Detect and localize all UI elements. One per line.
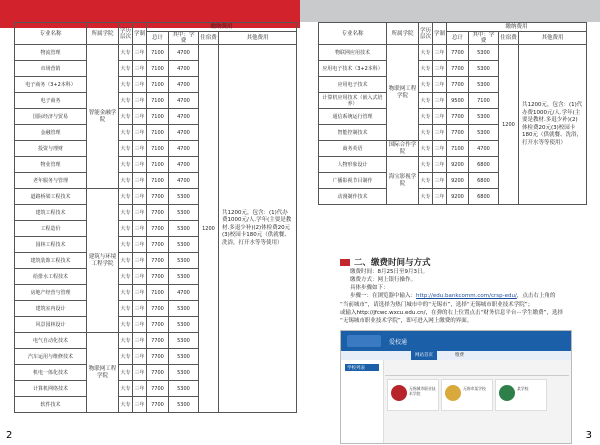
level-cell: 大专 xyxy=(119,141,133,157)
payment-time: 缴费时间：8月25日至9月3日。 xyxy=(350,269,428,275)
bankcomm-link[interactable]: http://edu.bankcomm.com/crsp-edu/ xyxy=(416,293,517,299)
level-cell: 大专 xyxy=(419,45,433,61)
header-lodging: 住宿费 xyxy=(499,32,519,45)
step-one: 步骤一：在浏览器中输入：http://edu.bankcomm.com/crsp-edu/，点击右上角的 xyxy=(350,293,556,299)
major-cell: 软件技术 xyxy=(15,397,87,413)
level-cell: 大专 xyxy=(119,365,133,381)
duration-cell: 三年 xyxy=(433,141,447,157)
college-cell: 物联网工程学院 xyxy=(387,45,419,141)
major-cell: 物业管理 xyxy=(15,157,87,173)
tuition-cell: 4700 xyxy=(469,141,499,157)
major-cell: 国际经济与贸易 xyxy=(15,109,87,125)
major-cell: 老年服务与管理 xyxy=(15,173,87,189)
header-lodging: 住宿费 xyxy=(199,32,219,45)
level-cell: 大专 xyxy=(119,349,133,365)
site-divider xyxy=(385,375,569,376)
table-row xyxy=(319,45,587,61)
duration-cell: 三年 xyxy=(133,253,147,269)
major-cell: 计算机网络技术 xyxy=(15,381,87,397)
header-college: 所属学院 xyxy=(87,23,119,45)
major-cell: 风景园林设计 xyxy=(15,317,87,333)
header-fees: 缴纳费用 xyxy=(147,23,297,32)
major-cell: 智能控制技术 xyxy=(319,125,387,141)
tuition-cell: 5300 xyxy=(169,189,199,205)
level-cell: 大专 xyxy=(119,317,133,333)
tuition-cell: 5300 xyxy=(169,381,199,397)
header-duration: 学制 xyxy=(133,23,147,45)
school-badge-icon xyxy=(499,385,515,401)
level-cell: 大专 xyxy=(119,45,133,61)
page-number-left: 2 xyxy=(6,430,13,441)
level-cell: 大专 xyxy=(119,125,133,141)
tuition-cell: 4700 xyxy=(169,93,199,109)
total-cell: 7100 xyxy=(147,125,169,141)
duration-cell: 三年 xyxy=(433,189,447,205)
duration-cell: 三年 xyxy=(133,237,147,253)
school-card[interactable]: 某学校 xyxy=(495,379,547,411)
duration-cell: 三年 xyxy=(133,269,147,285)
major-cell: 机电一体化技术 xyxy=(15,365,87,381)
tuition-cell: 5300 xyxy=(469,77,499,93)
duration-cell: 三年 xyxy=(433,125,447,141)
level-cell: 大专 xyxy=(119,205,133,221)
level-cell: 大专 xyxy=(119,93,133,109)
level-cell: 大专 xyxy=(119,285,133,301)
tuition-cell: 4700 xyxy=(169,173,199,189)
duration-cell: 三年 xyxy=(133,109,147,125)
steps-heading: 具体步骤如下： xyxy=(350,285,389,291)
major-cell: 电子商务（3+2本科） xyxy=(15,77,87,93)
total-cell: 7100 xyxy=(147,77,169,93)
level-cell: 大专 xyxy=(419,173,433,189)
tuition-cell: 4700 xyxy=(169,109,199,125)
total-cell: 9200 xyxy=(447,157,469,173)
level-cell: 大专 xyxy=(419,93,433,109)
major-cell: 电子商务 xyxy=(15,93,87,109)
site-sidebar xyxy=(341,360,384,443)
tuition-cell: 5300 xyxy=(169,397,199,413)
header-major: 专业名称 xyxy=(319,23,387,45)
total-cell: 7700 xyxy=(147,237,169,253)
major-cell: 应用电子技术（3+2本科） xyxy=(319,61,387,77)
level-cell: 大专 xyxy=(119,301,133,317)
duration-cell: 三年 xyxy=(433,61,447,77)
major-cell: 电气自动化技术 xyxy=(15,333,87,349)
total-cell: 7700 xyxy=(147,349,169,365)
major-cell: 人物形象设计 xyxy=(319,157,387,173)
tuition-cell: 5300 xyxy=(469,125,499,141)
total-cell: 7100 xyxy=(147,157,169,173)
duration-cell: 三年 xyxy=(133,141,147,157)
tuition-cell: 5300 xyxy=(169,333,199,349)
total-cell: 7700 xyxy=(447,125,469,141)
tuition-cell: 4700 xyxy=(169,61,199,77)
total-cell: 7700 xyxy=(147,301,169,317)
tuition-cell: 5300 xyxy=(169,221,199,237)
lodging-cell: 1200 xyxy=(199,45,219,413)
total-cell: 7700 xyxy=(147,205,169,221)
duration-cell: 三年 xyxy=(433,93,447,109)
tuition-cell: 4700 xyxy=(169,157,199,173)
header-other: 其他费用 xyxy=(519,32,587,45)
header-total: 总计 xyxy=(447,32,469,45)
duration-cell: 三年 xyxy=(433,157,447,173)
duration-cell: 三年 xyxy=(133,125,147,141)
total-cell: 7700 xyxy=(147,189,169,205)
major-cell: 计算机应用技术（嵌入式培养） xyxy=(319,93,387,109)
level-cell: 大专 xyxy=(119,157,133,173)
tuition-cell: 6800 xyxy=(469,157,499,173)
level-cell: 大专 xyxy=(119,61,133,77)
level-cell: 大专 xyxy=(119,109,133,125)
total-cell: 7700 xyxy=(147,253,169,269)
level-cell: 大专 xyxy=(119,77,133,93)
duration-cell: 三年 xyxy=(133,221,147,237)
header-other: 其他费用 xyxy=(219,32,297,45)
other-fee-note: 共1200元，包含：(1)代办费1000元/人.学年(主要是教材.多退少补)(2)体检费20元(3)校园卡180元（供就餐、洗浴，打开水等等使用） xyxy=(519,45,587,205)
tuition-cell: 4700 xyxy=(169,141,199,157)
fee-table-left xyxy=(14,22,297,413)
major-cell: 应用电子技术 xyxy=(319,77,387,93)
major-cell: 金融管理 xyxy=(15,125,87,141)
total-cell: 7100 xyxy=(147,109,169,125)
duration-cell: 三年 xyxy=(133,285,147,301)
site-tab-home[interactable]: 网站首页 xyxy=(411,351,437,360)
level-cell: 大专 xyxy=(119,253,133,269)
major-cell: 通信系统运行管理 xyxy=(319,109,387,125)
total-cell: 7700 xyxy=(147,269,169,285)
tuition-cell: 4700 xyxy=(169,125,199,141)
level-cell: 大专 xyxy=(119,397,133,413)
duration-cell: 三年 xyxy=(133,349,147,365)
lodging-cell: 1200 xyxy=(499,45,519,205)
duration-cell: 三年 xyxy=(433,45,447,61)
total-cell: 7100 xyxy=(147,141,169,157)
duration-cell: 三年 xyxy=(133,397,147,413)
header-tuition: 其中：学费 xyxy=(169,32,199,45)
major-cell: 园林工程技术 xyxy=(15,237,87,253)
duration-cell: 三年 xyxy=(133,333,147,349)
level-cell: 大专 xyxy=(419,125,433,141)
college-cell: 国际合作学院 xyxy=(387,141,419,157)
level-cell: 大专 xyxy=(419,109,433,125)
college-cell: 智能金融学院 xyxy=(87,45,119,189)
major-cell: 物流管理 xyxy=(15,45,87,61)
major-cell: 房地产经营与管理 xyxy=(15,285,87,301)
total-cell: 7100 xyxy=(147,173,169,189)
major-cell: 商务英语 xyxy=(319,141,387,157)
major-cell: 道路桥梁工程技术 xyxy=(15,189,87,205)
tuition-cell: 5300 xyxy=(469,61,499,77)
header-bar-right xyxy=(300,0,600,22)
header-duration: 学制 xyxy=(433,23,447,45)
total-cell: 7100 xyxy=(147,61,169,77)
tuition-cell: 5300 xyxy=(169,269,199,285)
major-cell: 工程造价 xyxy=(15,221,87,237)
total-cell: 9500 xyxy=(447,93,469,109)
major-cell: 广播影视节目制作 xyxy=(319,173,387,189)
duration-cell: 三年 xyxy=(133,365,147,381)
level-cell: 大专 xyxy=(419,157,433,173)
section-body-cont: “当前城市”，请选择为热门城市中的“无锡市”，选择“无锡城市职业技术学院”； 或输入http://jfcwc.wxcu.edu.cn/，在弹的右上位置点击“财务信息平台···学生缴费”，选择 “无锡城市职业技术学院”，即可进入网上缴费的界面。 xyxy=(340,302,563,324)
site-tab-pay[interactable]: 缴费 xyxy=(455,353,464,358)
level-cell: 大专 xyxy=(119,237,133,253)
tuition-cell: 5300 xyxy=(169,205,199,221)
duration-cell: 三年 xyxy=(133,157,147,173)
table-row xyxy=(15,45,297,61)
header-level: 学历层次 xyxy=(419,23,433,45)
payment-site-screenshot xyxy=(340,330,572,444)
school-card[interactable]: 无锡城市职业技术学院 xyxy=(387,379,439,411)
total-cell: 7700 xyxy=(447,45,469,61)
total-cell: 7700 xyxy=(147,221,169,237)
college-cell: 物联网工程学院 xyxy=(87,333,119,413)
college-cell: 建筑与环境工程学院 xyxy=(87,189,119,333)
duration-cell: 三年 xyxy=(133,61,147,77)
tuition-cell: 5300 xyxy=(169,349,199,365)
major-cell: 建筑室内设计 xyxy=(15,301,87,317)
level-cell: 大专 xyxy=(119,173,133,189)
total-cell: 7100 xyxy=(147,285,169,301)
total-cell: 9200 xyxy=(447,189,469,205)
tuition-cell: 4700 xyxy=(169,77,199,93)
tuition-cell: 4700 xyxy=(169,45,199,61)
header-tuition: 其中：学费 xyxy=(469,32,499,45)
header-major: 专业名称 xyxy=(15,23,87,45)
site-logo xyxy=(347,335,381,347)
school-badge-icon xyxy=(391,385,407,401)
major-cell: 建筑装饰工程技术 xyxy=(15,253,87,269)
duration-cell: 三年 xyxy=(433,77,447,93)
page-number-right: 3 xyxy=(585,430,592,441)
duration-cell: 三年 xyxy=(133,189,147,205)
level-cell: 大专 xyxy=(119,189,133,205)
header-fees: 缴纳费用 xyxy=(447,23,587,32)
major-cell: 建筑工程技术 xyxy=(15,205,87,221)
other-fee-note: 共1200元，包含：(1)代办费1000元/人.学年(主要是教材.多退少补)(2)体检费20元(3)校园卡180元（供就餐、洗浴，打开水等等使用） xyxy=(219,45,297,413)
level-cell: 大专 xyxy=(419,189,433,205)
total-cell: 7700 xyxy=(147,397,169,413)
fee-table-right xyxy=(318,22,587,205)
tuition-cell: 5300 xyxy=(169,365,199,381)
site-brand: 爱校通 xyxy=(389,339,408,346)
total-cell: 7700 xyxy=(447,77,469,93)
major-cell: 投资与理财 xyxy=(15,141,87,157)
section-body xyxy=(350,268,590,300)
total-cell: 7700 xyxy=(147,333,169,349)
duration-cell: 三年 xyxy=(133,173,147,189)
tuition-cell: 4700 xyxy=(169,285,199,301)
total-cell: 7100 xyxy=(447,141,469,157)
duration-cell: 三年 xyxy=(133,301,147,317)
duration-cell: 三年 xyxy=(433,109,447,125)
duration-cell: 三年 xyxy=(133,45,147,61)
school-badge-icon xyxy=(445,385,461,401)
duration-cell: 三年 xyxy=(133,205,147,221)
total-cell: 7700 xyxy=(147,317,169,333)
section-title: 二、缴费时间与方式 xyxy=(340,256,431,268)
tuition-cell: 5300 xyxy=(169,237,199,253)
level-cell: 大专 xyxy=(419,141,433,157)
level-cell: 大专 xyxy=(119,381,133,397)
section-marker xyxy=(340,259,350,266)
total-cell: 7700 xyxy=(147,365,169,381)
duration-cell: 三年 xyxy=(133,93,147,109)
major-cell: 汽车运用与维修技术 xyxy=(15,349,87,365)
total-cell: 9200 xyxy=(447,173,469,189)
header-college: 所属学院 xyxy=(387,23,419,45)
total-cell: 7700 xyxy=(447,109,469,125)
tuition-cell: 6800 xyxy=(469,173,499,189)
payment-method: 缴费方式：网上银行操作。 xyxy=(350,277,417,283)
school-card[interactable]: 无锡市某学校 xyxy=(441,379,493,411)
tuition-cell: 5300 xyxy=(169,253,199,269)
duration-cell: 三年 xyxy=(133,317,147,333)
tuition-cell: 5300 xyxy=(169,317,199,333)
total-cell: 7700 xyxy=(447,61,469,77)
tuition-cell: 6800 xyxy=(469,189,499,205)
tuition-cell: 7100 xyxy=(469,93,499,109)
level-cell: 大专 xyxy=(419,77,433,93)
tuition-cell: 5300 xyxy=(169,301,199,317)
total-cell: 7100 xyxy=(147,45,169,61)
duration-cell: 三年 xyxy=(133,381,147,397)
level-cell: 大专 xyxy=(119,269,133,285)
total-cell: 7100 xyxy=(147,93,169,109)
header-total: 总计 xyxy=(147,32,169,45)
major-cell: 物联网应用技术 xyxy=(319,45,387,61)
level-cell: 大专 xyxy=(119,221,133,237)
major-cell: 动漫制作技术 xyxy=(319,189,387,205)
tuition-cell: 5300 xyxy=(469,109,499,125)
major-cell: 市场营销 xyxy=(15,61,87,77)
college-cell: 海宝影视学院 xyxy=(387,157,419,205)
total-cell: 7700 xyxy=(147,381,169,397)
major-cell: 给排水工程技术 xyxy=(15,269,87,285)
school-list-label: 学校列表 xyxy=(347,366,365,371)
duration-cell: 三年 xyxy=(433,173,447,189)
header-level: 学历层次 xyxy=(119,23,133,45)
duration-cell: 三年 xyxy=(133,77,147,93)
level-cell: 大专 xyxy=(419,61,433,77)
tuition-cell: 5300 xyxy=(469,45,499,61)
level-cell: 大专 xyxy=(119,333,133,349)
